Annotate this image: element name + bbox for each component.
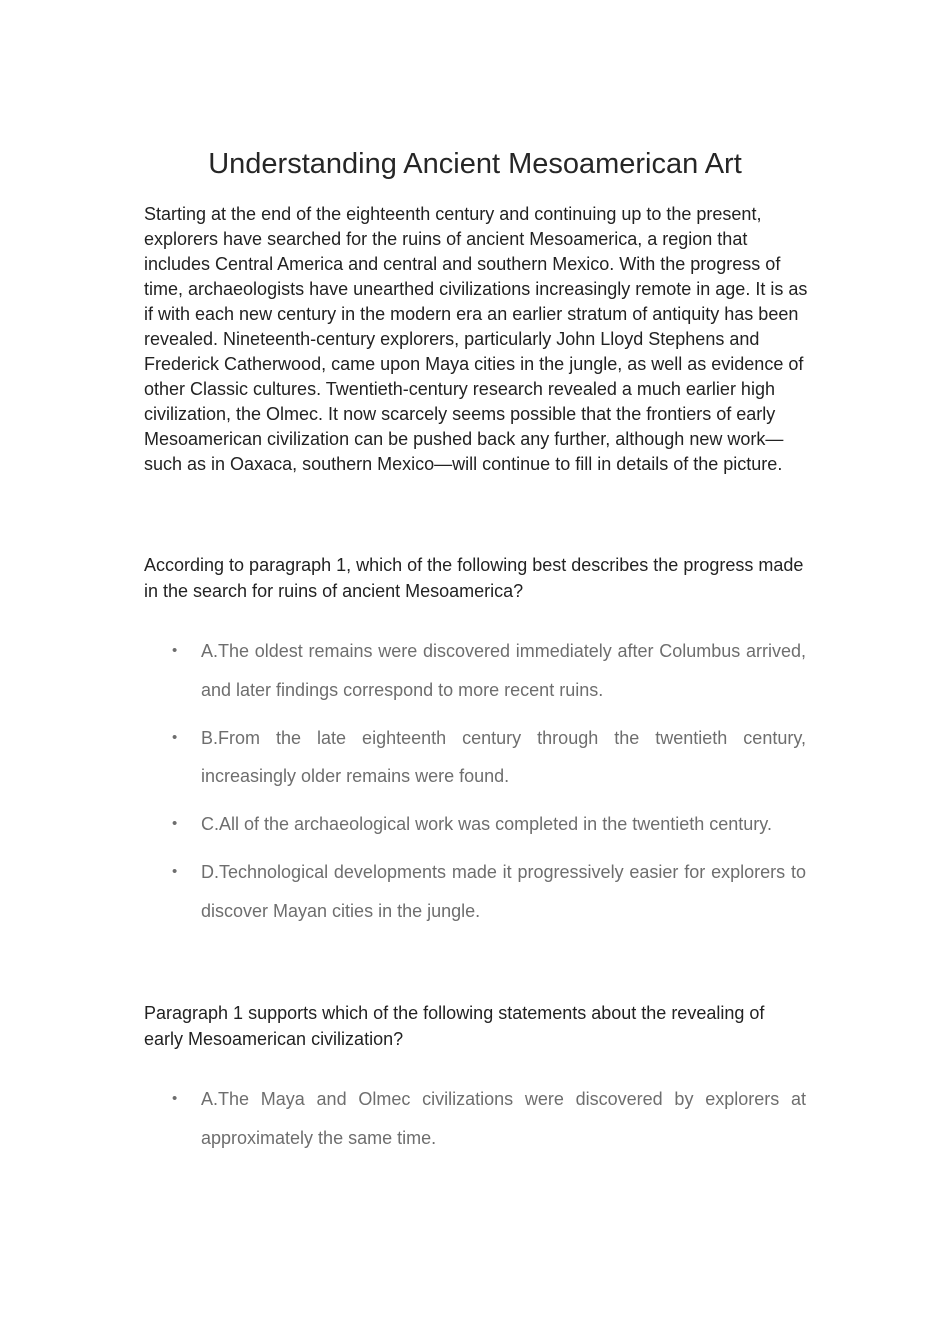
question-1-option-c[interactable]: [172, 805, 806, 844]
option-text: B.From the late eighteenth century through the twentieth century, increasingly older remains were found.: [201, 727, 806, 786]
bullet-icon: •: [172, 863, 178, 880]
bullet-icon: •: [172, 815, 178, 832]
option-text: A.The Maya and Olmec civilizations were discovered by explorers at approximately the same time.: [201, 1089, 806, 1148]
question-1-options: [172, 632, 806, 940]
question-2-option-a[interactable]: [172, 1080, 806, 1157]
question-2-options: [172, 1080, 806, 1167]
option-text: A.The oldest remains were discovered immediately after Columbus arrived, and later findings correspond to more recent ruins.: [201, 641, 806, 700]
bullet-icon: •: [172, 728, 178, 746]
option-text: D.Technological developments made it progressively easier for explorers to discover Mayan cities in the jungle.: [201, 862, 806, 921]
option-text: C.All of the archaeological work was completed in the twentieth century.: [201, 814, 772, 834]
question-1-prompt: According to paragraph 1, which of the following best describes the progress made in the search for ruins of ancient Mesoamerica?: [144, 555, 804, 601]
bullet-icon: •: [172, 642, 178, 659]
question-2-prompt: Paragraph 1 supports which of the following statements about the revealing of early Mesoamerican civilization?: [144, 1003, 765, 1049]
paragraph-1: Starting at the end of the eighteenth century and continuing up to the present, explorers have searched for the ruins of ancient Mesoamerica, a region that includes Central America and central and southern Mexico. With the progress of time, archaeologists have unearthed civilizations increasingly remote in age. It is as if with each new century in the modern era an earlier stratum of antiquity has been revealed. Nineteenth-century explorers, particularly John Lloyd Stephens and Frederick Catherwood, came upon Maya cities in the jungle, as well as evidence of other Classic cultures. Twentieth-century research revealed a much earlier high civilization, the Olmec. It now scarcely seems possible that the frontiers of early Mesoamerican civilization can be pushed back any further, although new work—such as in Oaxaca, southern Mexico—will continue to fill in details of the picture.: [144, 204, 808, 474]
question-1-option-d[interactable]: [172, 853, 806, 930]
question-1-option-a[interactable]: [172, 632, 806, 709]
bullet-icon: •: [172, 1090, 178, 1107]
question-1-option-b[interactable]: [172, 719, 806, 796]
page-title: Understanding Ancient Mesoamerican Art: [208, 148, 742, 180]
